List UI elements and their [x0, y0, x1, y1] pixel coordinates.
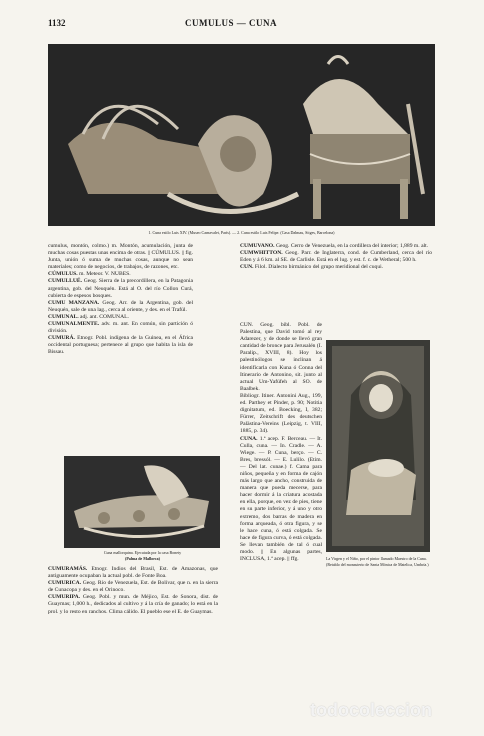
mallorcan-cradle-illustration: [64, 456, 220, 548]
cradles-photo: [48, 44, 435, 226]
entry-head: CUMURAMÁS.: [48, 566, 88, 572]
cumulus-entry: cumulus, montón, colmo.) m. Montón, acumulación, junta de muchas cosas puestas unas encima de otras. || CÚMULUS. || fig. Junta, unión ó suma de muchas cosas, aunque no sean materiales; como de negocios, de trabajos, de razones, etc.: [48, 243, 193, 271]
left-column-top: cumulus, montón, colmo.) m. Montón, acumulación, junta de muchas cosas puestas unas encima de otras. || CÚMULUS. || fig. Junta, unión ó suma de muchas cosas, aunque no sean materiales; como de negocios, de trabajos, de razones, etc. CÚMULUS. m. Meteor. V. NUBES. CUMULLUÉ. Geog. Sierra de la precordillera, en la Patagonia argentina, gob. del Neuquén. Está al O. del río Collon Curá, cubierta de espesos bosques. CUMU MANZANA. Geog. Arr. de la Argentina, gob. del Neuquén, sale de una lag., cerca al oriente, y des. en el Trafúl. CUMUNAL. adj. ant. COMUNAL. CUMUNALMENTE. adv. m. ant. En común, sin partición ó división. CUMURÁ. Etnogr. Pobl. indígena de la Guinea, en el África occidental portuguesa; pertenece al grupo que habita la isla de Bissau.: [48, 243, 193, 356]
mallorcan-caption-line1: Cuna mallorquina. Ejecutada por la casa Bonety: [103, 550, 182, 555]
entry-head: CUMURICA.: [48, 580, 82, 587]
entry-head: CUMUNALMENTE.: [48, 321, 100, 328]
entry-head: CUMURIPA.: [48, 594, 81, 601]
entry-head: CUMWHITTON.: [240, 250, 283, 257]
virgin-child-painting: [326, 340, 430, 552]
watermark: todocoleccion: [310, 700, 433, 720]
left-column-bottom: CUMURAMÁS. Etnogr. Indios del Brasil, Est. de Amazonas, que antiguamente ocupaban la actual pobl. de Fonte Boa. CUMURICA. Geog. Río de Venezuela, Est. de Bolívar, que n. en la sierra de Cunacopa y des. en el Orinoco. CUMURIPA. Geog. Pobl. y mun. de Méjico, Est. de Sonora, dist. de Guaymas; 1,000 h., dedicados al cultivo y á la cría de ganado; lo está en la prol. y lo resto en ranchos. Clima cálido. El pueblo ese el E. de Guaymas.: [48, 566, 218, 615]
entry-head: CUMUNAL.: [48, 313, 79, 320]
cradles-illustration: [48, 44, 435, 226]
entry-head: CUMU MANZANA.: [48, 299, 100, 306]
page-number: 1132: [48, 18, 66, 28]
entry-head: CUMUVANO.: [240, 243, 275, 249]
middle-column-top: CUMUVANO. Geog. Cerro de Venezuela, en la cordillera del interior; 1,889 m. alt. CUMWHITTON. Geog. Parr. de Inglaterra, cond. de Cumberland, cerca del río Eden y á 6 km. al SE. de Carlisle. Está en el lug. y est. f. c. de Wetheral; 500 h. CUN. Filol. Dialecto birmánico del grupo meridional del cuqui.: [240, 243, 432, 271]
mallorcan-caption-line2: (Palma de Mallorca): [124, 556, 161, 561]
middle-column-narrow: CUN. Geog. bibl. Pobl. de Palestina, que David tomó al rey Adarezer, y de donde se llevó gran cantidad de bronce para Jerusalén (I. Paralip., XVIII, 8). Hoy los palestinólogos se inclinan á identificarla con Kuna ó Conna del Itinerario de Antonino, sit. junto al actual Um-Yafúfeh al SO. de Baalbek. Bibliogr. Itiner. Antonini Aug., 199, ed. Parthey et Pinder, p. 90; Notitia dignitatum, ed. Boecking, I, 382; Fürrer, Zeitschrift des deutschen Palästina-Vereins (Leipzig, t. VIII, 1885, p. 34). CUNA. 1.ª acep. F. Berceau. — It. Culla, cuna. — In. Cradle. — A. Wiege. — P. Cuna, berço. — C. Bres, bressól. — E. Lulilo. (Etim. — Del lat. cunae.) f. Cama para niños, pequeña y en forma de cajón más largo que ancho, construida de manera que pueda mecerse, para hacer dormir á la criatura acostada en ella, porque, en vez de pies, tiene en su parte inferior, y á uno y otro extremo, dos barras de madera en forma arqueada, ó otra figura, y se le hace cuna, ó está colgada. Se hace de figura curva, ó está colgada. Se llevan también de tal ó cual modo. || En algunas partes, INCLUSA, 1.ª acep. || ffg.: [240, 322, 322, 563]
entry-head: CÚMULUS.: [48, 271, 78, 278]
entry-head: CUMULLUÉ.: [48, 278, 83, 285]
entry-head: CUN.: [240, 264, 254, 271]
running-title: CUMULUS — CUNA: [185, 18, 277, 28]
mallorcan-cradle-photo: [64, 456, 220, 548]
virgin-child-caption: La Virgen y el Niño, por el pintor llamado Maestro de la Cuna. (Retablo del monasterio de Santa Mónica de Matelica, Umbría.): [326, 556, 429, 567]
entry-head: CUNA.: [240, 435, 258, 442]
entry-head: CUMURÁ.: [48, 335, 75, 342]
bibliography: Bibliogr. Itiner. Antonini Aug., 199, ed. Parthey et Pinder, p. 90; Notitia dignitatum, ed. Boecking, I, 382; Fürrer, Zeitschrift des deutschen Palästina-Vereins (Leipzig, t. VIII, 1885, p. 34).: [240, 392, 322, 435]
virgin-child-illustration: [326, 340, 430, 552]
top-figure-caption: 1. Cuna estilo Luis XIV. (Museo Carnavalet, París). — 2. Cuna estilo Luis Felipe. (Casa Dalmau, Sitges, Barcelona): [148, 230, 335, 235]
cun-entry: CUN. Geog. bibl. Pobl. de Palestina, que David tomó al rey Adarezer, y de donde se llevó gran cantidad de bronce para Jerusalén (I. Paralip., XVIII, 8). Hoy los palestinólogos se inclinan á identificarla con Kuna ó Conna del Itinerario de Antonino, sit. junto al actual Um-Yafúfeh al SO. de Baalbek.: [240, 322, 322, 392]
